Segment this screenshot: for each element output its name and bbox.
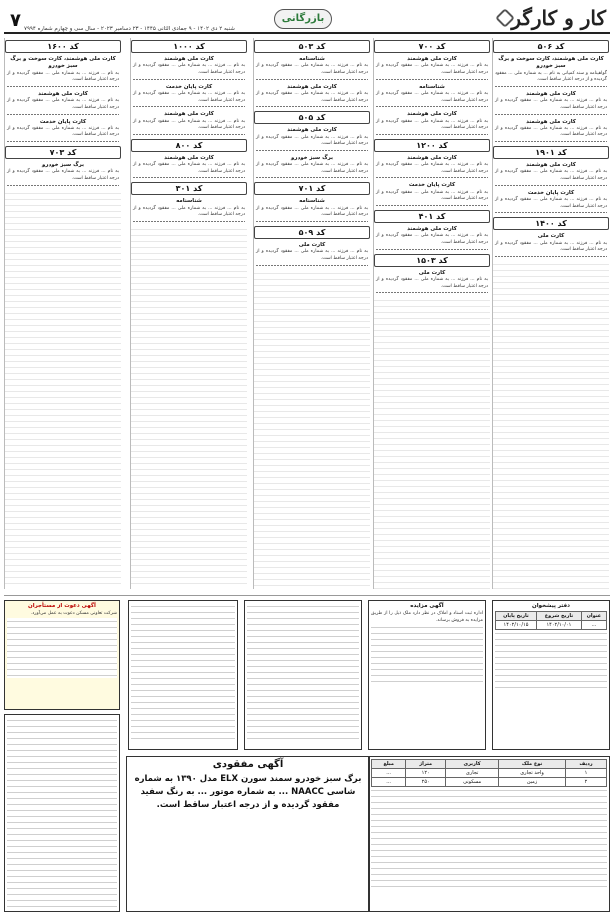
ad-title: کارت ملی [537, 233, 565, 240]
table-cell: ... [372, 778, 406, 787]
lost-notice-title: آگهی مفقودی [212, 759, 284, 770]
left-notice-box [4, 600, 120, 710]
ad-body: به نام ... فرزند ... به شماره ملی ... مفقود گردیده و از درجه اعتبار ساقط است. [495, 126, 607, 142]
ad-body: به نام ... فرزند ... به شماره ملی ... مفقود گردیده و از درجه اعتبار ساقط است. [376, 63, 488, 79]
classified-ad [256, 84, 368, 108]
ad-body: به نام ... فرزند ... به شماره ملی ... مفقود گردیده و از درجه اعتبار ساقط است. [256, 63, 368, 79]
section-badge: بازرگانی [274, 9, 332, 29]
classified-code-header: کد ۱۹۰۱ [493, 146, 609, 159]
classified-code-header: کد ۱۶۰۰ [5, 40, 121, 53]
classified-ad [133, 155, 245, 179]
notice-box-4 [128, 600, 238, 750]
ad-title: کارت ملی هوشمند [407, 56, 457, 62]
ad-body: به نام ... فرزند ... به شماره ملی ... مفقود گردیده و از درجه اعتبار ساقط است. [7, 126, 119, 142]
classified-ad [256, 127, 368, 151]
ad-body: به نام ... فرزند ... به شماره ملی ... مفقود گردیده و از درجه اعتبار ساقط است. [495, 197, 607, 213]
table-header-cell: تاریخ شروع [536, 611, 581, 620]
ad-title: کارت ملی هوشمند [407, 226, 457, 233]
ad-body: به نام ... فرزند ... به شماره ملی ... مفقود گردیده و از درجه اعتبار ساقط است. [133, 119, 245, 135]
ad-title: کارت پایان خدمت [527, 189, 575, 196]
classified-ad [256, 56, 368, 80]
column-filler-text [254, 270, 370, 589]
ad-title: کارت ملی هوشمند [526, 118, 576, 125]
ad-body: به نام ... فرزند ... به شماره ملی ... مفقود گردیده و از درجه اعتبار ساقط است. [376, 162, 488, 178]
classified-ad [256, 198, 368, 222]
ad-body: به نام ... فرزند ... به شماره ملی ... مفقود گردیده و از درجه اعتبار ساقط است. [7, 98, 119, 114]
auction-body: اداره ثبت اسناد و املاک در نظر دارد ملک ذیل را از طریق مزایده به فروش برساند. [371, 610, 483, 623]
lost-notice-body: برگ سبز خودرو سمند سورن ELX مدل ۱۳۹۰ به شماره شاسی NAACC ... به شماره موتور ... به رنگ سفید مفقود گردیده و از درجه اعتبار ساقط است. [134, 774, 362, 811]
ad-title: کارت ملی هوشمند [287, 127, 337, 134]
right-table-title: دفتر پیشخوان [532, 603, 570, 609]
classified-ad [7, 162, 119, 186]
notice-lines-4 [131, 603, 235, 743]
col-506 [492, 38, 609, 589]
classified-ad [7, 91, 119, 115]
masthead [4, 4, 610, 34]
classified-ad [376, 226, 488, 250]
ad-body: به نام ... فرزند ... به شماره ملی ... مفقود گردیده و از درجه اعتبار ساقط است. [7, 71, 119, 87]
auction-table [371, 759, 607, 787]
table-cell: واحد تجاری [499, 769, 566, 778]
classified-ad [495, 233, 607, 257]
classified-code-header: کد ۱۵۰۳ [374, 254, 490, 267]
classified-ad [133, 56, 245, 80]
ad-title: کارت پایان خدمت [408, 182, 456, 189]
page-number: ۷ [10, 10, 21, 31]
classified-code-header: کد ۵۰۶ [493, 40, 609, 53]
ad-title: کارت ملی هوشمند [164, 111, 214, 118]
ad-body: به نام ... فرزند ... به شماره ملی ... مفقود گردیده و از درجه اعتبار ساقط است. [133, 63, 245, 79]
classified-ad [376, 155, 488, 179]
classified-ad [495, 56, 607, 87]
classified-code-header: کد ۱۴۰۰ [493, 217, 609, 230]
table-cell: ۱۴۰۲/۱۰/۱۵ [496, 620, 537, 629]
table-header-cell: کاربری [446, 760, 499, 769]
column-filler-text [5, 190, 121, 589]
table-row [372, 769, 607, 778]
ad-title: کارت ملی هوشمند [287, 83, 337, 90]
ad-title: کارت ملی [418, 269, 446, 276]
ad-title: کارت ملی هوشمند [526, 162, 576, 169]
table-row [496, 620, 607, 629]
ad-title: کارت پایان خدمت [165, 83, 213, 90]
left-notice-lines [7, 618, 117, 678]
classified-ad [256, 242, 368, 266]
classified-ad [133, 198, 245, 222]
classified-ad [256, 155, 368, 179]
ad-body: به نام ... فرزند ... به شماره ملی ... مفقود گردیده و از درجه اعتبار ساقط است. [256, 135, 368, 151]
notice-lines-3 [247, 603, 359, 743]
classified-ad [376, 84, 488, 108]
ad-body: به نام ... فرزند ... به شماره ملی ... مفقود گردیده و از درجه اعتبار ساقط است. [7, 169, 119, 185]
classified-code-header: کد ۵۰۵ [254, 111, 370, 124]
ad-body: به نام ... فرزند ... به شماره ملی ... مفقود گردیده و از درجه اعتبار ساقط است. [376, 277, 488, 293]
ad-title: کارت ملی هوشمند [38, 90, 88, 97]
table-cell: مسکونی [446, 778, 499, 787]
table-row [372, 778, 607, 787]
left-notice-title: آگهی دعوت از مستأجران [28, 603, 96, 609]
auction-table-lines [371, 787, 607, 887]
classified-ad [7, 56, 119, 87]
table-header-cell: متراژ [406, 760, 446, 769]
table-cell: تجاری [446, 769, 499, 778]
table-header-cell: ردیف [566, 760, 607, 769]
classified-ad [133, 84, 245, 108]
table-cell: ... [581, 620, 606, 629]
ad-title: شناسنامه [419, 83, 445, 90]
ad-body: به نام ... فرزند ... به شماره ملی ... مفقود گردیده و از درجه اعتبار ساقط است. [376, 190, 488, 206]
classified-code-header: کد ۴۰۱ [374, 210, 490, 223]
ad-title: برگ سبز خودرو [42, 162, 84, 169]
classified-ad [495, 162, 607, 186]
ad-title: کارت ملی هوشمند، کارت سوخت و برگ سبز خودرو [10, 56, 116, 70]
notice-box-2 [368, 600, 486, 750]
ad-body: به نام ... فرزند ... به شماره ملی ... مفقود گردیده و از درجه اعتبار ساقط است. [376, 91, 488, 107]
table-cell: ... [372, 769, 406, 778]
auction-table-box [368, 756, 610, 912]
table-cell: ۱۲۰ [406, 769, 446, 778]
ad-title: برگ سبز خودرو [291, 154, 333, 161]
col-1600 [4, 38, 121, 589]
left-lower-box [4, 714, 120, 912]
ad-title: شناسنامه [299, 56, 325, 62]
right-table [495, 611, 607, 630]
ad-body: به نام ... فرزند ... به شماره ملی ... مفقود گردیده و از درجه اعتبار ساقط است. [376, 119, 488, 135]
ad-title: کارت پایان خدمت [39, 118, 87, 125]
classified-ad [495, 91, 607, 115]
ad-title: کارت ملی هوشمند، کارت سوخت و برگ سبز خودرو [498, 56, 604, 70]
col-503 [253, 38, 370, 589]
classified-code-header: کد ۸۰۰ [131, 139, 247, 152]
column-filler-text [131, 226, 247, 589]
right-notice-lines [495, 630, 607, 690]
ad-body: به نام ... فرزند ... به شماره ملی ... مفقود گردیده و از درجه اعتبار ساقط است. [256, 91, 368, 107]
classified-code-header: کد ۳۰۱ [131, 182, 247, 195]
lost-notice-box [126, 756, 370, 912]
classified-ad [376, 111, 488, 135]
table-header-cell: تاریخ پایان [496, 611, 537, 620]
classified-ad [7, 119, 119, 143]
table-cell: ۲۵۰ [406, 778, 446, 787]
col-700 [373, 38, 490, 589]
classified-ad [495, 190, 607, 214]
ad-body: گواهینامه و سند کمپانی به نام ... به شماره ملی ... مفقود گردیده و از درجه اعتبار ساقط است. [495, 71, 607, 87]
ad-title: کارت ملی هوشمند [526, 90, 576, 97]
table-cell: زمین [499, 778, 566, 787]
classified-code-header: کد ۷۰۰ [374, 40, 490, 53]
ad-body: به نام ... فرزند ... به شماره ملی ... مفقود گردیده و از درجه اعتبار ساقط است. [133, 91, 245, 107]
table-header-cell: عنوان [581, 611, 606, 620]
ad-body: به نام ... فرزند ... به شماره ملی ... مفقود گردیده و از درجه اعتبار ساقط است. [256, 206, 368, 222]
ad-body: به نام ... فرزند ... به شماره ملی ... مفقود گردیده و از درجه اعتبار ساقط است. [133, 162, 245, 178]
ad-title: کارت ملی هوشمند [407, 111, 457, 118]
ad-body: به نام ... فرزند ... به شماره ملی ... مفقود گردیده و از درجه اعتبار ساقط است. [495, 169, 607, 185]
classified-code-header: کد ۱۲۰۰ [374, 139, 490, 152]
table-header-cell: نوع ملک [499, 760, 566, 769]
table-cell: ۲ [566, 778, 607, 787]
classified-code-header: کد ۱۰۰۰ [131, 40, 247, 53]
ad-body: به نام ... فرزند ... به شماره ملی ... مفقود گردیده و از درجه اعتبار ساقط است. [256, 249, 368, 265]
ad-body: به نام ... فرزند ... به شماره ملی ... مفقود گردیده و از درجه اعتبار ساقط است. [495, 241, 607, 257]
table-cell: ۱ [566, 769, 607, 778]
classified-code-header: کد ۷۰۳ [5, 146, 121, 159]
auction-lines [371, 624, 483, 684]
ad-title: شناسنامه [176, 198, 202, 205]
ad-body: به نام ... فرزند ... به شماره ملی ... مفقود گردیده و از درجه اعتبار ساقط است. [376, 233, 488, 249]
ad-body: به نام ... فرزند ... به شماره ملی ... مفقود گردیده و از درجه اعتبار ساقط است. [133, 206, 245, 222]
bottom-ads-area [4, 595, 610, 915]
table-header-cell: مبلغ [372, 760, 406, 769]
classified-code-header: کد ۵۰۹ [254, 226, 370, 239]
classified-ad [376, 270, 488, 294]
newspaper-logo: کار و کارگر [511, 6, 606, 30]
classified-code-header: کد ۵۰۳ [254, 40, 370, 53]
col-1000 [130, 38, 247, 589]
left-lower-lines [7, 717, 117, 907]
ad-title: شناسنامه [299, 198, 325, 205]
ad-title: کارت ملی هوشمند [164, 56, 214, 62]
column-filler-text [493, 261, 609, 589]
table-cell: ۱۴۰۲/۱۰/۰۱ [536, 620, 581, 629]
classified-code-header: کد ۷۰۱ [254, 182, 370, 195]
right-notice-box [492, 600, 610, 750]
classified-ad [376, 182, 488, 206]
ad-body: به نام ... فرزند ... به شماره ملی ... مفقود گردیده و از درجه اعتبار ساقط است. [495, 98, 607, 114]
classified-ad [495, 119, 607, 143]
auction-title: آگهی مزایده [410, 603, 444, 609]
column-filler-text [374, 297, 490, 589]
classified-ad [376, 56, 488, 80]
left-notice-body: شرکت تعاونی مسکن دعوت به عمل می‌آورد. [30, 610, 117, 616]
notice-box-3 [244, 600, 362, 750]
ad-title: کارت ملی [298, 242, 326, 249]
ad-title: کارت ملی هوشمند [407, 154, 457, 161]
dateline: شنبه ۲ دی ۱۴۰۲ - ۹ جمادی الثانی ۱۴۴۵ - ۲۳ دسامبر ۲۰۲۳ - سال سی و چهارم شماره ۷۹۹۴ [24, 26, 235, 32]
classified-ad [133, 111, 245, 135]
ad-body: به نام ... فرزند ... به شماره ملی ... مفقود گردیده و از درجه اعتبار ساقط است. [256, 162, 368, 178]
ad-title: کارت ملی هوشمند [164, 154, 214, 161]
